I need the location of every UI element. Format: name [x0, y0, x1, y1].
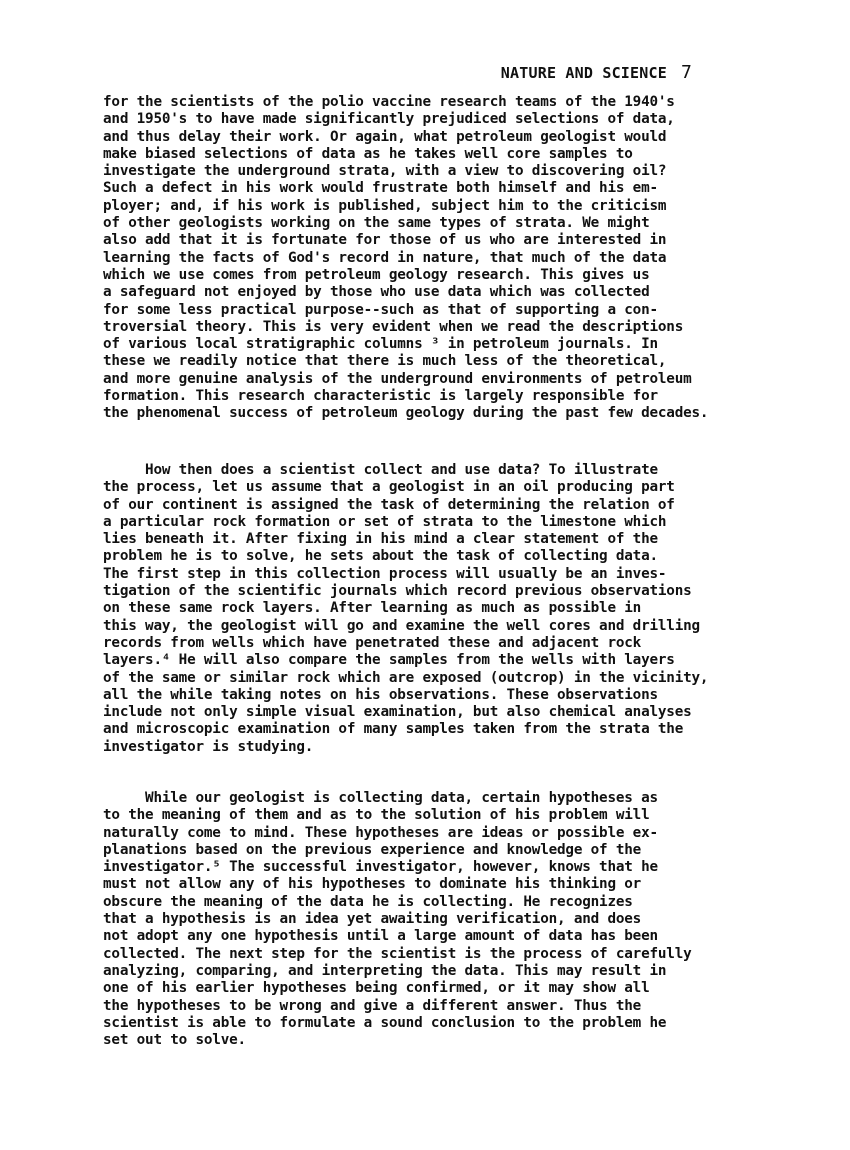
text-line: these we readily notice that there is much less of the theoretical, — [103, 353, 667, 370]
text-line: also add that it is fortunate for those of us who are interested in — [103, 232, 667, 249]
text-line: for some less practical purpose--such as that of supporting a con- — [103, 301, 658, 318]
text-line: problem he is to solve, he sets about the task of collecting data. — [103, 548, 658, 565]
text-line: formation. This research characteristic is largely responsible for — [103, 388, 658, 405]
text-line: all the while taking notes on his observations. These observations — [103, 686, 658, 703]
text-line: obscure the meaning of the data he is collecting. He recognizes — [103, 893, 633, 910]
text-line: a particular rock formation or set of strata to the limestone which — [103, 513, 667, 530]
text-line: set out to solve. — [103, 1032, 246, 1049]
text-line: of other geologists working on the same types of strata. We might — [103, 215, 650, 232]
text-line: on these same rock layers. After learning as much as possible in — [103, 600, 642, 617]
text-line: and more genuine analysis of the underground environments of petroleum — [103, 370, 692, 387]
text-line: make biased selections of data as he takes well core samples to — [103, 145, 633, 162]
text-line: investigator.⁵ The successful investigator, however, knows that he — [103, 859, 658, 876]
text-line: a safeguard not enjoyed by those who use data which was collected — [103, 284, 650, 301]
text-line: and thus delay their work. Or again, what petroleum geologist would — [103, 128, 667, 145]
text-line: layers.⁴ He will also compare the samples from the wells with layers — [103, 652, 675, 669]
text-line: troversial theory. This is very evident when we read the descriptions — [103, 318, 684, 335]
text-line: the hypotheses to be wrong and give a different answer. Thus the — [103, 997, 642, 1014]
text-line: for the scientists of the polio vaccine research teams of the 1940's — [103, 94, 675, 110]
paragraph-3 — [103, 790, 783, 1049]
text-line: include not only simple visual examination, but also chemical analyses — [103, 704, 692, 721]
text-line: of the same or similar rock which are exposed (outcrop) in the vicinity, — [103, 669, 709, 686]
text-line: scientist is able to formulate a sound conclusion to the problem he — [103, 1014, 667, 1031]
text-line: this way, the geologist will go and examine the well cores and drilling — [103, 617, 700, 634]
text-line: analyzing, comparing, and interpreting the data. This may result in — [103, 962, 667, 979]
text-line: Such a defect in his work would frustrate both himself and his em- — [103, 180, 658, 197]
text-line: of various local stratigraphic columns ³ in petroleum journals. In — [103, 336, 658, 353]
text-line: the phenomenal success of petroleum geology during the past few decades. — [103, 405, 709, 422]
text-line: the process, let us assume that a geologist in an oil producing part — [103, 479, 675, 496]
text-line: must not allow any of his hypotheses to dominate his thinking or — [103, 876, 642, 893]
text-line: naturally come to mind. These hypotheses are ideas or possible ex- — [103, 824, 658, 841]
text-line: to the meaning of them and as to the solution of his problem will — [103, 807, 650, 824]
text-line: ployer; and, if his work is published, subject him to the criticism — [103, 197, 667, 214]
page-number: 7 — [680, 62, 692, 83]
text-line: The first step in this collection process will usually be an inves- — [103, 565, 667, 582]
paragraph-2 — [103, 462, 783, 756]
text-line: investigate the underground strata, with a view to discovering oil? — [103, 163, 667, 180]
text-line: records from wells which have penetrated these and adjacent rock — [103, 634, 642, 651]
text-line: that a hypothesis is an idea yet awaiting verification, and does — [103, 911, 642, 928]
text-line: not adopt any one hypothesis until a large amount of data has been — [103, 928, 658, 945]
paragraph-1 — [103, 94, 783, 423]
text-line: of our continent is assigned the task of determining the relation of — [103, 496, 675, 513]
text-line: which we use comes from petroleum geology research. This gives us — [103, 266, 650, 283]
text-line: planations based on the previous experience and knowledge of the — [103, 841, 642, 858]
text-line: investigator is studying. — [103, 738, 314, 755]
text-line: collected. The next step for the scientist is the process of carefully — [103, 945, 692, 962]
text-line: and 1950's to have made significantly prejudiced selections of data, — [103, 111, 675, 128]
text-line: tigation of the scientific journals which record previous observations — [103, 583, 692, 600]
running-header — [501, 62, 692, 83]
text-line: lies beneath it. After fixing in his mind a clear statement of the — [103, 531, 658, 548]
text-line: and microscopic examination of many samples taken from the strata the — [103, 721, 684, 738]
text-line: one of his earlier hypotheses being confirmed, or it may show all — [103, 980, 650, 997]
text-line: How then does a scientist collect and use data? To illustrate — [103, 462, 658, 478]
running-title: NATURE AND SCIENCE — [500, 64, 667, 82]
text-line: learning the facts of God's record in nature, that much of the data — [103, 249, 667, 266]
text-line: While our geologist is collecting data, certain hypotheses as — [103, 790, 658, 806]
